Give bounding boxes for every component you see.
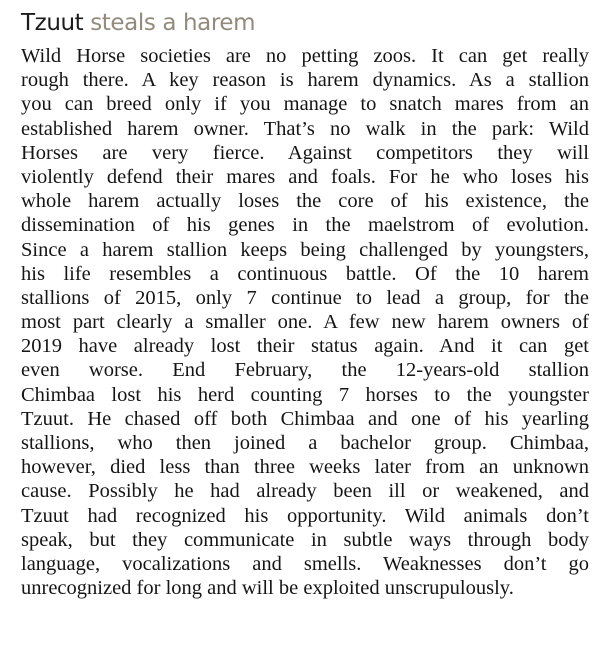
body-line: violently defend their mares and foals. For he who loses his (21, 165, 589, 188)
body-line: speak, but they communicate in subtle ways through body (21, 528, 589, 551)
article-title (21, 6, 589, 44)
body-line: most part clearly a smaller one. A few new harem owners of (21, 311, 589, 334)
body-line: his life resembles a continuous battle. Of the 10 harem (21, 262, 589, 285)
body-line: however, died less than three weeks later from an unknown (21, 456, 589, 479)
body-line: Horses are very fierce. Against competitors they will (21, 141, 589, 164)
title-horse-name: Tzuut (21, 10, 84, 36)
body-line: unrecognized for long and will be exploited unscrupulously. (21, 577, 514, 600)
body-line: stallions of 2015, only 7 continue to lead a group, for the (21, 286, 589, 309)
body-line: you can breed only if you manage to snatch mares from an (21, 93, 589, 116)
body-line: established harem owner. That’s no walk in the park: Wild (21, 117, 589, 140)
body-line: dissemination of his genes in the maelstrom of evolution. (21, 214, 589, 237)
title-headline: steals a harem (83, 10, 256, 36)
body-line: whole harem actually loses the core of his existence, the (21, 190, 589, 213)
body-line: 2019 have already lost their status again. And it can get (21, 335, 589, 358)
body-line: Tzuut had recognized his opportunity. Wild animals don’t (21, 504, 589, 527)
body-line: Since a harem stallion keeps being challenged by youngsters, (21, 238, 589, 261)
body-line: Tzuut. He chased off both Chimbaa and one of his yearling (21, 407, 589, 430)
body-line: Chimbaa lost his herd counting 7 horses to the youngster (21, 383, 589, 406)
body-line: cause. Possibly he had already been ill or weakened, and (21, 480, 589, 503)
article (21, 6, 589, 600)
body-line: rough there. A key reason is harem dynamics. As a stallion (21, 69, 589, 92)
article-body (21, 44, 589, 600)
body-line: even worse. End February, the 12-years-old stallion (21, 359, 589, 382)
body-line: Wild Horse societies are no petting zoos. It can get really (21, 45, 589, 67)
body-line: stallions, who then joined a bachelor group. Chimbaa, (21, 432, 589, 454)
body-line: language, vocalizations and smells. Weaknesses don’t go (21, 552, 589, 575)
